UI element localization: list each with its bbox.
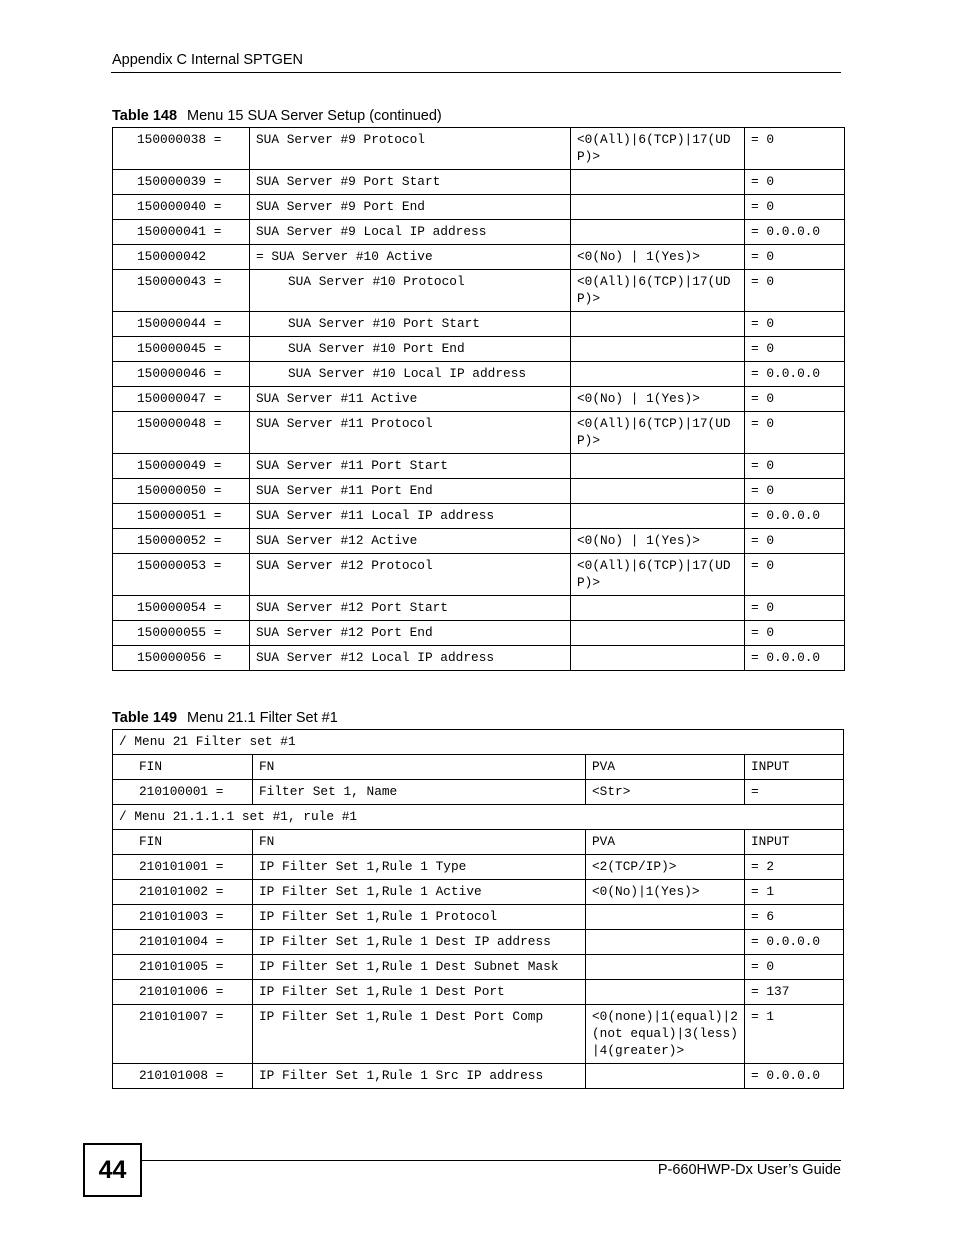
table-row [113,855,844,880]
input-cell: = 0 [745,245,845,270]
pva-cell: <0(All)|6(TCP)|17(UDP)> [571,128,745,170]
fin-cell: 210101005 = [113,955,253,980]
pva-cell [571,596,745,621]
fin-cell: 150000046 = [113,362,250,387]
fn-cell: SUA Server #12 Protocol [250,554,571,596]
fin-cell: 150000040 = [113,195,250,220]
fin-cell: 150000050 = [113,479,250,504]
fn-cell: SUA Server #11 Protocol [250,412,571,454]
fn-cell: IP Filter Set 1,Rule 1 Dest Port Comp [253,1005,586,1064]
table-149 [112,729,844,1089]
table-row [113,504,845,529]
table-149-rule-rows [113,855,844,1089]
pva-cell: <0(All)|6(TCP)|17(UDP)> [571,270,745,312]
column-header-fn: FN [253,830,586,855]
column-header-pva: PVA [586,755,745,780]
input-cell: = 0.0.0.0 [745,1064,844,1089]
fin-cell: 150000051 = [113,504,250,529]
pva-cell: <0(No) | 1(Yes)> [571,245,745,270]
fin-cell: 210101002 = [113,880,253,905]
table-row [113,362,845,387]
column-header-fin: FIN [113,755,253,780]
table-row [113,195,845,220]
column-header-fin: FIN [113,830,253,855]
input-cell: = 0.0.0.0 [745,220,845,245]
fn-cell: SUA Server #11 Port Start [250,454,571,479]
fn-cell: Filter Set 1, Name [253,780,586,805]
table-row [113,412,845,454]
fn-cell: IP Filter Set 1,Rule 1 Dest IP address [253,930,586,955]
table-row [113,980,844,1005]
fin-cell: 150000041 = [113,220,250,245]
fin-cell: 210100001 = [113,780,253,805]
pva-cell [586,980,745,1005]
fin-cell: 150000056 = [113,646,250,671]
table-148-caption [112,108,442,124]
fin-cell: 150000043 = [113,270,250,312]
pva-cell [571,195,745,220]
table-row [113,170,845,195]
guide-title: P-660HWP-Dx User’s Guide [657,1162,841,1178]
input-cell: = 0 [745,955,844,980]
fn-cell: SUA Server #10 Port End [250,337,571,362]
table-148 [112,127,845,671]
pva-cell [571,504,745,529]
pva-cell [571,646,745,671]
input-cell: = 1 [745,1005,844,1064]
pva-cell [586,1064,745,1089]
fin-cell: 150000042 [113,245,250,270]
header-row [113,830,844,855]
pva-cell [586,905,745,930]
page-number: 44 [83,1143,142,1197]
fn-cell: SUA Server #10 Protocol [250,270,571,312]
fin-cell: 210101001 = [113,855,253,880]
fn-cell: SUA Server #9 Port End [250,195,571,220]
input-cell: = [745,780,844,805]
fin-cell: 150000048 = [113,412,250,454]
fin-cell: 150000044 = [113,312,250,337]
fin-cell: 210101007 = [113,1005,253,1064]
table-row [113,479,845,504]
table-row [113,337,845,362]
table-row [113,270,845,312]
table-row [113,1064,844,1089]
pva-cell [571,362,745,387]
fn-cell: IP Filter Set 1,Rule 1 Active [253,880,586,905]
fn-cell: SUA Server #9 Port Start [250,170,571,195]
table-row [113,905,844,930]
section-label: / Menu 21 Filter set #1 [113,730,844,755]
table-row [113,387,845,412]
fin-cell: 150000055 = [113,621,250,646]
input-cell: = 0 [745,596,845,621]
footer-rule [140,1160,841,1161]
input-cell: = 0 [745,170,845,195]
pva-cell: <0(No)|1(Yes)> [586,880,745,905]
table-row [113,1005,844,1064]
pva-cell [571,220,745,245]
input-cell: = 0 [745,312,845,337]
input-cell: = 0 [745,554,845,596]
pva-cell [571,479,745,504]
table-row [113,128,845,170]
pva-cell: <Str> [586,780,745,805]
pva-cell: <0(No) | 1(Yes)> [571,387,745,412]
input-cell: = 0.0.0.0 [745,646,845,671]
fin-cell: 210101006 = [113,980,253,1005]
input-cell: = 137 [745,980,844,1005]
fn-cell: SUA Server #12 Local IP address [250,646,571,671]
fin-cell: 150000045 = [113,337,250,362]
fn-cell: SUA Server #11 Port End [250,479,571,504]
fn-cell: IP Filter Set 1,Rule 1 Src IP address [253,1064,586,1089]
section-row [113,730,844,755]
input-cell: = 2 [745,855,844,880]
table-149-body [113,730,844,855]
table-row [113,780,844,805]
input-cell: = 0 [745,337,845,362]
fn-cell: IP Filter Set 1,Rule 1 Protocol [253,905,586,930]
fn-cell: SUA Server #12 Port End [250,621,571,646]
fn-cell: SUA Server #10 Local IP address [250,362,571,387]
fn-cell: SUA Server #9 Protocol [250,128,571,170]
fn-cell: SUA Server #10 Port Start [250,312,571,337]
column-header-input: INPUT [745,830,844,855]
fn-cell: IP Filter Set 1,Rule 1 Dest Port [253,980,586,1005]
table-149-caption [112,710,338,726]
input-cell: = 1 [745,880,844,905]
column-header-pva: PVA [586,830,745,855]
fin-cell: 150000047 = [113,387,250,412]
fin-cell: 210101003 = [113,905,253,930]
input-cell: = 0.0.0.0 [745,504,845,529]
column-header-fn: FN [253,755,586,780]
input-cell: = 6 [745,905,844,930]
input-cell: = 0 [745,270,845,312]
running-header: Appendix C Internal SPTGEN [112,52,304,68]
pva-cell [571,170,745,195]
table-148-label: Table 148 [112,108,178,124]
input-cell: = 0.0.0.0 [745,362,845,387]
fn-cell: = SUA Server #10 Active [250,245,571,270]
pva-cell [586,930,745,955]
pva-cell [571,337,745,362]
input-cell: = 0 [745,621,845,646]
fn-cell: SUA Server #9 Local IP address [250,220,571,245]
header-row [113,755,844,780]
pva-cell: <0(No) | 1(Yes)> [571,529,745,554]
fn-cell: SUA Server #11 Active [250,387,571,412]
fin-cell: 150000054 = [113,596,250,621]
fn-cell: IP Filter Set 1,Rule 1 Dest Subnet Mask [253,955,586,980]
fn-cell: IP Filter Set 1,Rule 1 Type [253,855,586,880]
table-148-body [113,128,845,671]
input-cell: = 0 [745,454,845,479]
pva-cell [571,312,745,337]
fin-cell: 150000038 = [113,128,250,170]
pva-cell [571,621,745,646]
table-149-label: Table 149 [112,710,178,726]
table-row [113,454,845,479]
table-row [113,529,845,554]
fn-cell: SUA Server #12 Port Start [250,596,571,621]
input-cell: = 0.0.0.0 [745,930,844,955]
pva-cell: <0(none)|1(equal)|2(not equal)|3(less)|4(greater)> [586,1005,745,1064]
table-row [113,621,845,646]
fn-cell: SUA Server #11 Local IP address [250,504,571,529]
column-header-input: INPUT [745,755,844,780]
table-148-title: Menu 15 SUA Server Setup (continued) [187,108,442,124]
input-cell: = 0 [745,195,845,220]
fin-cell: 150000049 = [113,454,250,479]
pva-cell [571,454,745,479]
table-row [113,596,845,621]
pva-cell: <2(TCP/IP)> [586,855,745,880]
pva-cell [586,955,745,980]
pva-cell: <0(All)|6(TCP)|17(UDP)> [571,554,745,596]
fin-cell: 150000053 = [113,554,250,596]
table-row [113,646,845,671]
table-row [113,220,845,245]
fin-cell: 150000039 = [113,170,250,195]
pva-cell: <0(All)|6(TCP)|17(UDP)> [571,412,745,454]
section-row [113,805,844,830]
table-row [113,955,844,980]
table-149-title: Menu 21.1 Filter Set #1 [187,710,338,726]
table-row [113,554,845,596]
input-cell: = 0 [745,479,845,504]
table-row [113,930,844,955]
fin-cell: 210101004 = [113,930,253,955]
table-row [113,312,845,337]
section-label: / Menu 21.1.1.1 set #1, rule #1 [113,805,844,830]
fin-cell: 150000052 = [113,529,250,554]
input-cell: = 0 [745,128,845,170]
header-rule [111,72,841,73]
input-cell: = 0 [745,412,845,454]
input-cell: = 0 [745,529,845,554]
table-row [113,880,844,905]
fin-cell: 210101008 = [113,1064,253,1089]
fn-cell: SUA Server #12 Active [250,529,571,554]
input-cell: = 0 [745,387,845,412]
table-row [113,245,845,270]
